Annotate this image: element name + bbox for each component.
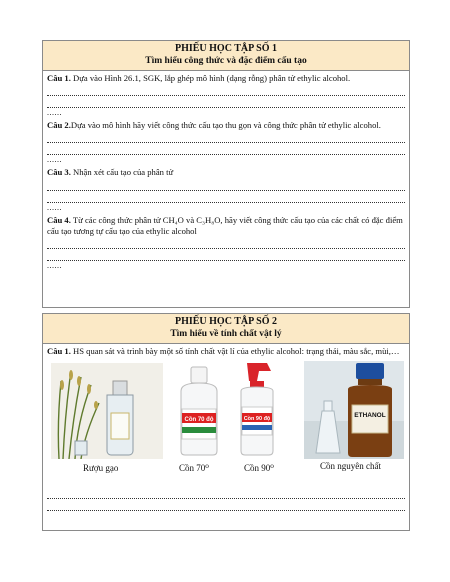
answer-line[interactable] bbox=[47, 143, 405, 155]
question-1 bbox=[47, 346, 405, 357]
caption-rice-wine: Rượu gạo bbox=[83, 463, 119, 474]
alcohol-images bbox=[47, 361, 405, 473]
rice-wine-photo bbox=[51, 363, 163, 459]
question-4 bbox=[47, 215, 405, 237]
pure-ethanol-photo bbox=[304, 361, 404, 459]
answer-line[interactable] bbox=[47, 237, 405, 249]
question-2-label: Câu 2. bbox=[47, 120, 71, 131]
answer-line[interactable] bbox=[47, 84, 405, 96]
worksheet-1-title: PHIẾU HỌC TẬP SỐ 1 bbox=[174, 43, 278, 54]
worksheet-1-body bbox=[43, 71, 409, 271]
answer-line[interactable] bbox=[47, 487, 405, 499]
ethanol-label: ETHANOL bbox=[354, 412, 386, 420]
worksheet-1 bbox=[42, 40, 410, 308]
question-4-label: Câu 4. bbox=[47, 214, 71, 225]
question-1-label: Câu 1. bbox=[47, 346, 71, 356]
bottle-label-70: Cồn 70 độ bbox=[184, 417, 214, 424]
bottle-label-90: Cồn 90 độ bbox=[243, 416, 271, 423]
answer-line[interactable] bbox=[47, 191, 405, 203]
question-1-text: HS quan sát và trình bày một số tính chất vật lí của ethylic alcohol: trạng thái, màu sắc, mùi,… bbox=[70, 346, 400, 356]
alcohol-70-bottle bbox=[175, 365, 223, 457]
answer-line[interactable] bbox=[47, 179, 405, 191]
worksheet-2-title: PHIẾU HỌC TẬP SỐ 2 bbox=[174, 316, 278, 327]
question-3-label: Câu 3. bbox=[47, 167, 71, 178]
question-3-text: Nhận xét cấu tạo của phân tử bbox=[70, 167, 174, 178]
question-3 bbox=[47, 167, 405, 178]
alcohol-90-spray bbox=[233, 361, 283, 457]
answer-line-short[interactable]: ...... bbox=[47, 202, 62, 212]
answer-line[interactable] bbox=[47, 131, 405, 143]
caption-pure-ethanol: Cồn nguyên chất bbox=[320, 461, 381, 472]
worksheet-1-header bbox=[43, 41, 409, 71]
question-4-text: Từ các công thức phân tử CH₄O và C₃H₈O, hãy viết công thức cấu tạo của các chất có đặc điểm cấu tạo tương tự cấu tạo của ethylic alcohol bbox=[47, 214, 403, 236]
worksheet-1-subtitle: Tìm hiểu công thức và đặc điểm cấu tạo bbox=[145, 56, 307, 66]
answer-line[interactable] bbox=[47, 96, 405, 108]
answer-line[interactable] bbox=[47, 249, 405, 261]
answer-line-short[interactable]: ...... bbox=[47, 108, 62, 118]
question-1-label: Câu 1. bbox=[47, 73, 71, 83]
worksheet-2-header bbox=[43, 314, 409, 344]
worksheet-2-subtitle: Tìm hiểu về tính chất vật lý bbox=[170, 329, 282, 339]
caption-alcohol-70: Cồn 70⁰ bbox=[179, 463, 209, 474]
question-1-text: Dựa vào Hình 26.1, SGK, lắp ghép mô hình (dạng rỗng) phân tử ethylic alcohol. bbox=[70, 73, 351, 83]
answer-line-short[interactable]: ...... bbox=[47, 155, 62, 165]
answer-line[interactable] bbox=[47, 499, 405, 511]
worksheet-2-body bbox=[43, 344, 409, 511]
question-2-text: Dựa vào mô hình hãy viết công thức cấu tạo thu gọn và công thức phân tử ethylic alcohol. bbox=[70, 120, 381, 131]
answer-line-short[interactable]: ...... bbox=[47, 261, 62, 271]
question-2 bbox=[47, 120, 405, 131]
caption-alcohol-90: Cồn 90⁰ bbox=[244, 463, 274, 474]
question-1 bbox=[47, 73, 405, 84]
worksheet-2 bbox=[42, 313, 410, 531]
